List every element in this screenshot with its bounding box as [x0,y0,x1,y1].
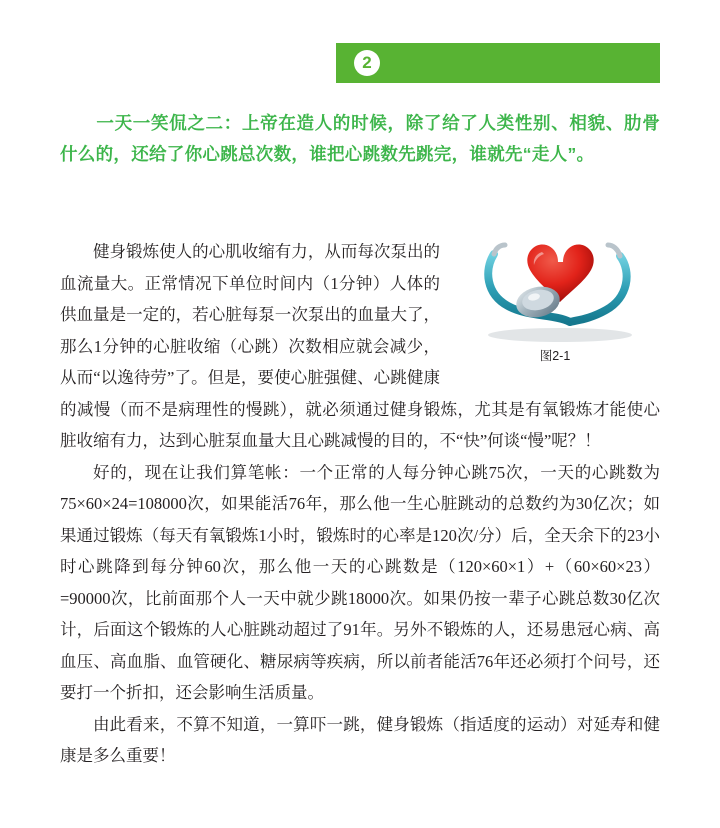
chapter-number: 2 [354,50,380,76]
joke-lead: 一天一笑侃之二： [96,113,242,133]
paragraph-3: 由此看来，不算不知道，一算吓一跳，健身锻炼（指适度的运动）对延寿和健康是多么重要！ [60,714,660,765]
figure-caption: 图2-1 [539,349,571,363]
heart-stethoscope-icon [450,236,660,346]
joke-text: 上帝在造人的时候，除了给了人类性别、相貌、肋骨什么的，还给了你心跳总次数，谁把心跳数先跳完，谁就先“走人”。 [60,113,661,164]
chapter-banner [336,43,660,83]
paragraph-1-container [60,236,660,457]
joke-paragraph [60,108,660,170]
paragraph-1: 健身锻炼使人的心肌收缩有力，从而每次泵出的血流量大。正常情况下单位时间内（1分钟）人体的供血量是一定的，若心脏每泵一次泵出的血量大了，那么1分钟的心脏收缩（心跳）次数相应就会减少，从而“以逸待劳”了。但是，要使心脏强健、心跳健康的减慢（而不是病理性的慢跳），就必须通过健身锻炼，尤其是有氧锻炼才能使心脏收缩有力，达到心脏泵血量大且心跳减慢的目的，不“快”何谈“慢”呢？！ [60,242,660,450]
figure-block [450,236,660,366]
body-text [60,236,660,772]
paragraph-2: 好的，现在让我们算笔帐：一个正常的人每分钟心跳75次，一天的心跳数为75×60×24=108000次，如果能活76年，那么他一生心脏跳动的总数约为30亿次；如果通过锻炼（每天有氧锻炼1小时，锻炼时的心率是120次/分）后，全天余下的23小时心跳降到每分钟60次，那么他一天的心跳数是（120×60×1）+（60×60×23）=90000次，比前面那个人一天中就少跳18000次。如果仍按一辈子心跳总数30亿次计，后面这个锻炼的人心脏跳动超过了91年。另外不锻炼的人，还易患冠心病、高血压、高血脂、血管硬化、糖尿病等疾病，所以前者能活76年还必须打个问号，还要打一个折扣，还会影响生活质量。 [60,462,660,702]
